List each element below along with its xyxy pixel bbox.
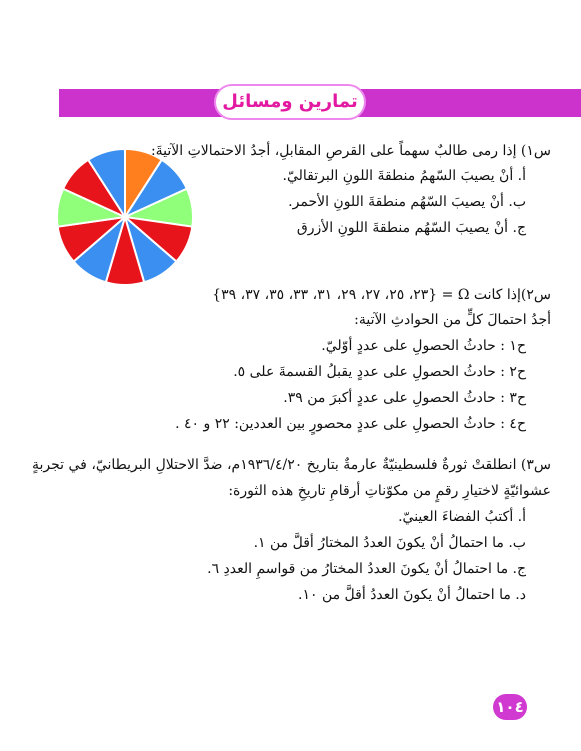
q3-stem-line-1: س٣) انطلقتْ ثورةٌ فلسطينيّةٌ عارمةٌ بتاريخ ١٩٣٦/٤/٢٠م، ضدَّ الاحتلالِ البريطانيّ، في تجربةٍ bbox=[32, 457, 551, 473]
q3-item-d: د. ما احتمالُ أنْ يكونَ العددُ أقلَّ من ١٠. bbox=[298, 587, 526, 603]
q2-event-3: ح٣ : حادثُ الحصولِ على عددٍ أكبرَ من ٣٩. bbox=[283, 390, 526, 406]
spinner-disc bbox=[55, 147, 195, 287]
q2-event-2: ح٢ : حادثُ الحصولِ على عددٍ يقبلُ القسمةَ على ٥. bbox=[233, 364, 526, 380]
q2-stem: س٢)إذا كانت Ω = {٢٣، ٢٥، ٢٧، ٢٩، ٣١، ٣٣، ٣٥، ٣٧، ٣٩} bbox=[212, 287, 551, 303]
q1-item-a: أ. أنْ يصيبَ السّهمُ منطقةَ اللونِ البرتقاليّ. bbox=[282, 168, 526, 184]
q2-event-4: ح٤ : حادثُ الحصولِ على عددٍ محصورٍ بين العددين: ٢٢ و ٤٠ . bbox=[175, 416, 526, 432]
q3-item-c: ج. ما احتمالُ أنْ يكونَ العددُ المختارُ من قواسمِ العددِ ٦. bbox=[207, 561, 526, 577]
q1-stem: س١) إذا رمى طالبٌ سهماً على القرصِ المقابلِ، أجدُ الاحتمالاتِ الآتيةَ: bbox=[150, 143, 551, 159]
q1-item-b: ب. أنْ يصيبَ السّهُم منطقةَ اللونِ الأحمر. bbox=[288, 194, 526, 210]
q3-item-a: أ. أكتبُ الفضاءَ العينيّ. bbox=[398, 509, 526, 525]
q3-item-b: ب. ما احتمالُ أنْ يكونَ العددُ المختارُ أقلَّ من ١. bbox=[253, 535, 526, 551]
section-title: تمارين ومسائل bbox=[222, 91, 358, 112]
q1-item-c: ج. أنْ يصيبَ السّهُم منطقةَ اللونِ الأزرق bbox=[296, 220, 526, 236]
q3-stem-line-2: عشوائيّةٍ لاختيارِ رقمٍ من مكوّناتِ أرقامِ تاريخِ هذه الثورة: bbox=[228, 483, 551, 499]
page-number: ١٠٤ bbox=[496, 698, 524, 716]
q2-intro: أجدُ احتمالَ كلٍّ من الحوادثِ الآتية: bbox=[354, 312, 551, 328]
q2-event-1: ح١ : حادثُ الحصولِ على عددٍ أوّليّ. bbox=[321, 338, 526, 354]
